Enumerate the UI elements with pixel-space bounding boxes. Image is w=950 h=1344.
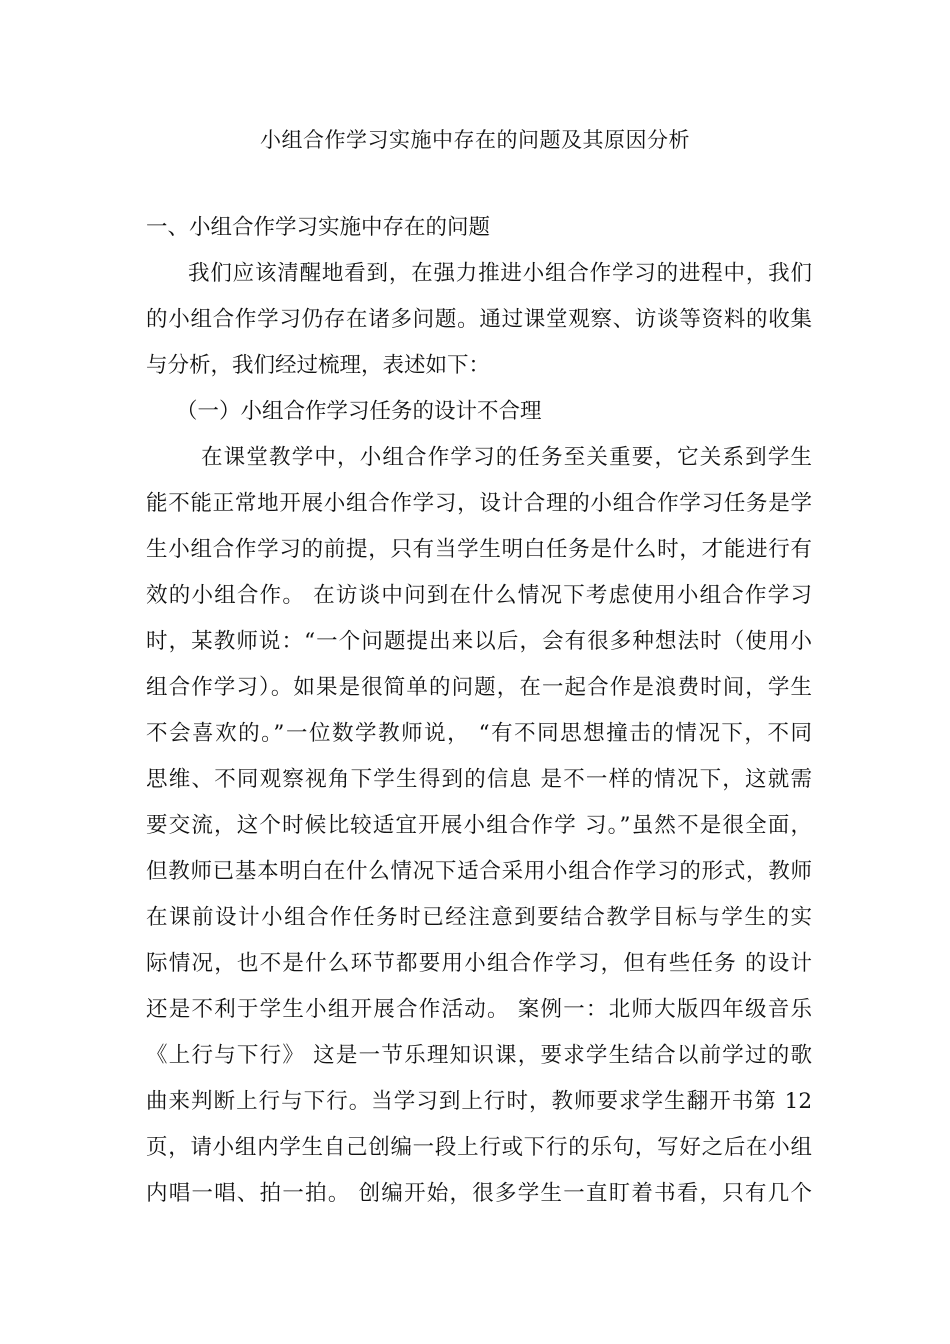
document-title: 小组合作学习实施中存在的问题及其原因分析	[260, 128, 690, 152]
paragraph-line: 能不能正常地开展小组合作学习，设计合理的小组合作学习任务是学	[146, 491, 812, 516]
paragraph-line: 还是不利于学生小组开展合作活动。 案例一：北师大版四年级音乐	[146, 997, 812, 1022]
paragraph-line: 不会喜欢的。”一位数学教师说， “有不同思想撞击的情况下，不同	[146, 721, 812, 746]
paragraph-line: 《上行与下行》 这是一节乐理知识课，要求学生结合以前学过的歌	[146, 1043, 812, 1068]
paragraph-line: 效的小组合作。 在访谈中问到在什么情况下考虑使用小组合作学习	[146, 583, 812, 608]
paragraph-line: 要交流，这个时候比较适宜开展小组合作学 习。”虽然不是很全面，	[146, 813, 812, 838]
paragraph-line: 但教师已基本明白在什么情况下适合采用小组合作学习的形式，教师	[146, 859, 812, 884]
section-heading: 一、小组合作学习实施中存在的问题	[146, 215, 491, 240]
paragraph-line: 在课前设计小组合作任务时已经注意到要结合教学目标与学生的实	[146, 905, 812, 930]
paragraph-line: 的小组合作学习仍存在诸多问题。通过课堂观察、访谈等资料的收集	[146, 307, 812, 332]
paragraph-line: 内唱一唱、拍一拍。 创编开始，很多学生一直盯着书看，只有几个	[146, 1181, 812, 1206]
paragraph-line: 与分析，我们经过梳理，表述如下：	[146, 353, 491, 378]
paragraph-line: 页，请小组内学生自己创编一段上行或下行的乐句，写好之后在小组	[146, 1135, 812, 1160]
paragraph-line: 思维、不同观察视角下学生得到的信息 是不一样的情况下，这就需	[146, 767, 812, 792]
paragraph-line: 时，某教师说：“一个问题提出来以后，会有很多种想法时（使用小	[146, 629, 812, 654]
paragraph-line: 组合作学习）。如果是很简单的问题，在一起合作是浪费时间，学生	[146, 675, 812, 700]
paragraph-line: 曲来判断上行与下行。当学习到上行时，教师要求学生翻开书第 12	[146, 1089, 812, 1114]
paragraph-line: 在课堂教学中，小组合作学习的任务至关重要，它关系到学生	[201, 445, 812, 470]
paragraph-line: 际情况，也不是什么环节都要用小组合作学习，但有些任务 的设计	[146, 951, 812, 976]
paragraph-line: 我们应该清醒地看到，在强力推进小组合作学习的进程中，我们	[188, 261, 812, 286]
subsection-heading: （一）小组合作学习任务的设计不合理	[176, 399, 542, 424]
paragraph-line: 生小组合作学习的前提，只有当学生明白任务是什么时，才能进行有	[146, 537, 812, 562]
